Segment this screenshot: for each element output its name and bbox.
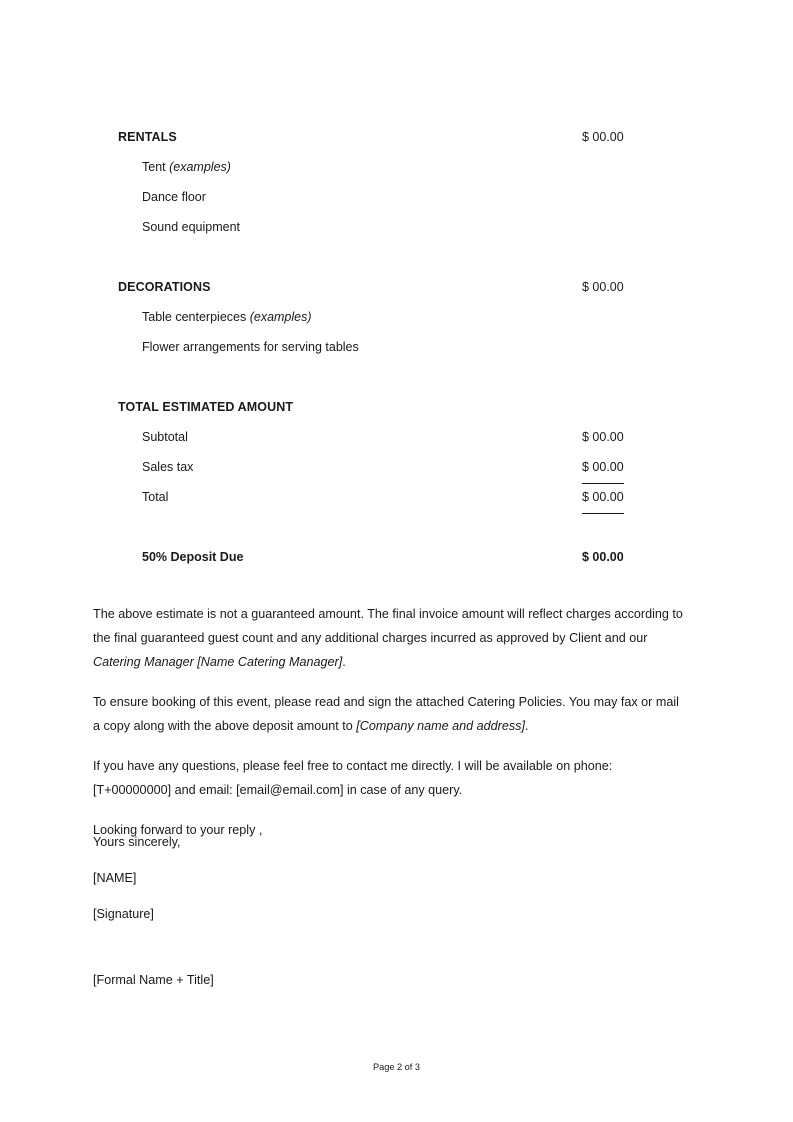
section-spacer (93, 512, 682, 542)
letter-body (93, 602, 685, 858)
totals-row-amount: $ 00.00 (582, 430, 624, 444)
body-paragraph-booking-instructions (93, 690, 685, 738)
section-heading-label: RENTALS (118, 130, 177, 144)
estimate-line-item (93, 212, 682, 242)
totals-row-sales-tax (93, 452, 682, 482)
totals-row-subtotal (93, 422, 682, 452)
line-item-label (93, 332, 582, 362)
estimate-line-item (93, 152, 682, 182)
paragraph-text: The above estimate is not a guaranteed amount. The final invoice amount will reflect charges according to the final guaranteed guest count and any additional charges incurred as approved by Client and our (93, 607, 683, 645)
estimate-section-heading-decorations (93, 272, 682, 302)
line-item-note: (examples) (169, 160, 231, 174)
line-item-text: Table centerpieces (142, 310, 250, 324)
deposit-due-amount: $ 00.00 (582, 550, 624, 564)
line-item-text: Tent (142, 160, 170, 174)
estimate-section-heading-rentals (93, 122, 682, 152)
totals-row-label: Sales tax (142, 460, 194, 474)
estimate-line-item (93, 332, 682, 362)
section-spacer (93, 242, 682, 272)
signature-formal-name-title: [Formal Name + Title] (93, 973, 214, 987)
signature-block (93, 830, 493, 1004)
signature-spacer (93, 938, 493, 968)
body-paragraph-contact-info: If you have any questions, please feel free to contact me directly. I will be available on phone: [T+00000000] and email: [email@email.com] in case of any query. (93, 759, 613, 797)
signature-closing: Yours sincerely, (93, 835, 181, 849)
estimate-line-item (93, 302, 682, 332)
section-amount: $ 00.00 (582, 280, 624, 294)
body-paragraph-closing-line: Looking forward to your reply , (93, 823, 263, 837)
paragraph-emphasis: [Company name and address] (356, 719, 525, 733)
totals-row-label: Total (142, 490, 169, 504)
line-item-text: Flower arrangements for serving tables (142, 340, 359, 354)
totals-row-amount: $ 00.00 (582, 452, 682, 484)
paragraph-text-tail: . (524, 719, 529, 733)
estimate-table (93, 122, 682, 572)
page-footer: Page 2 of 3 (373, 1062, 420, 1072)
line-item-label (93, 212, 582, 242)
totals-row-label: Subtotal (142, 430, 188, 444)
paragraph-text-tail: . (342, 655, 346, 669)
section-spacer (93, 362, 682, 392)
line-item-text: Sound equipment (142, 220, 240, 234)
body-paragraph-estimate-disclaimer (93, 602, 685, 674)
line-item-label (93, 182, 582, 212)
section-heading-label: TOTAL ESTIMATED AMOUNT (118, 400, 294, 414)
estimate-line-item (93, 182, 682, 212)
totals-row-total (93, 482, 682, 512)
paragraph-emphasis: Catering Manager [Name Catering Manager] (93, 655, 343, 669)
line-item-label (93, 152, 582, 182)
deposit-due-label: 50% Deposit Due (142, 550, 244, 564)
line-item-note: (examples) (249, 310, 312, 324)
section-amount: $ 00.00 (582, 130, 624, 144)
paragraph-text: To ensure booking of this event, please read and sign the attached Catering Policies. You may fax or mail a copy along with the above deposit amount to (93, 695, 679, 733)
estimate-section-heading-total (93, 392, 682, 422)
section-heading-label: DECORATIONS (118, 280, 211, 294)
totals-row-amount: $ 00.00 (582, 482, 682, 514)
line-item-text: Dance floor (142, 190, 206, 204)
signature-placeholder: [Signature] (93, 907, 154, 921)
deposit-due-row (93, 542, 682, 572)
signature-name: [NAME] (93, 871, 137, 885)
line-item-label (93, 302, 582, 332)
